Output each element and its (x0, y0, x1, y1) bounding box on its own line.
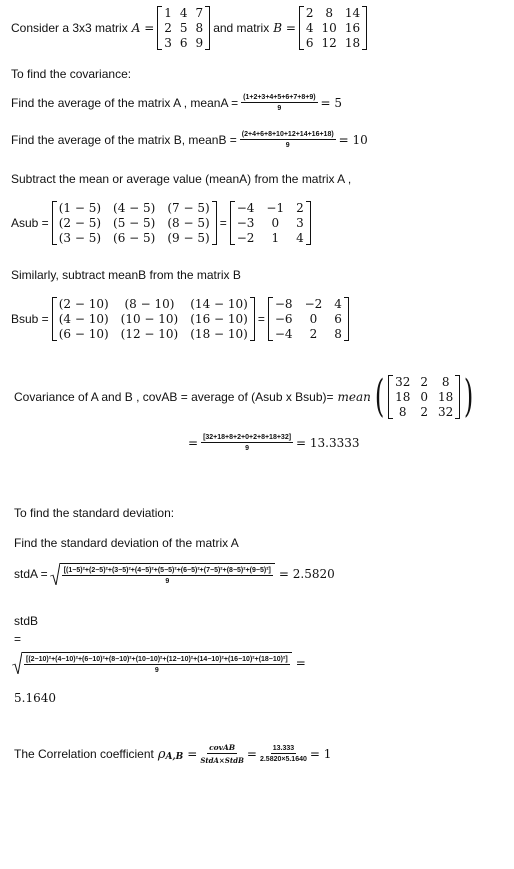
std-heading-text: To find the standard deviation: (14, 506, 175, 520)
covariance-heading (11, 67, 131, 81)
matrix-a (157, 6, 210, 50)
std-a-root (50, 563, 275, 585)
bsub-result-cell: 4 (334, 297, 342, 311)
mean-b-fraction (240, 131, 336, 149)
matrix-a-cell: 4 (179, 6, 188, 20)
asub-result-cell: −3 (236, 216, 255, 230)
std-b-denominator: 9 (154, 667, 159, 674)
std-a-text: Find the standard deviation of the matrix A (14, 536, 239, 550)
bsub-result-cell: 8 (334, 327, 342, 341)
subtract-instruction (11, 172, 351, 186)
correlation-text: The Correlation coefficient (14, 747, 154, 761)
std-a-result: = 2.5820 (278, 567, 335, 581)
product-matrix-cell: 8 (441, 375, 450, 389)
matrix-a-cell: 9 (195, 36, 204, 50)
bsub-result-cell: −4 (274, 327, 293, 341)
asub-result-cell: −4 (236, 201, 255, 215)
product-matrix-cell: 2 (420, 375, 428, 389)
std-b-numerator: [(2−10)²+(4−10)²+(6−10)²+(8−10)²+(10−10)²+(12−10)²+(14−10)²+(16−10)²+(18−10)²] (26, 656, 288, 663)
intro-text: Consider a 3x3 matrix (11, 21, 128, 35)
mean-a-numerator: (1+2+3+4+5+6+7+8+9) (243, 94, 316, 101)
matrix-definition-line (11, 6, 370, 50)
mean-a-text: Find the average of the matrix A , meanA = (11, 96, 239, 110)
matrix-a-cell: 6 (179, 36, 188, 50)
rho-symbol: ρ (157, 746, 166, 762)
asub-expression-cell: (7 − 5) (167, 201, 210, 215)
correlation-equals-1: = (187, 747, 198, 761)
covariance-result-line (188, 434, 360, 452)
mean-a-line (11, 94, 342, 112)
matrix-b-cell: 18 (344, 36, 361, 50)
asub-expression-cell: (3 − 5) (58, 231, 102, 245)
covariance-denominator: 9 (245, 445, 249, 452)
rho-subscript: A,B (165, 752, 184, 762)
std-b-equals-line (14, 632, 21, 646)
and-matrix-text: and matrix (213, 21, 270, 35)
std-b-equals: = (14, 632, 22, 646)
asub-result-matrix (230, 201, 311, 245)
product-matrix-cell: 8 (398, 405, 407, 419)
product-matrix-cell: 32 (395, 375, 411, 389)
matrix-a-cell: 8 (195, 21, 204, 35)
bsub-expression-cell: (10 − 10) (120, 312, 179, 326)
asub-result-cell: 1 (271, 231, 280, 245)
correlation-line (14, 743, 331, 765)
matrix-b-cell: 2 (305, 6, 314, 20)
asub-line (11, 201, 314, 245)
bsub-expression-cell: (4 − 10) (58, 312, 109, 326)
mean-b-text: Find the average of the matrix B, meanB = (11, 133, 237, 147)
bsub-equals: = (257, 312, 265, 326)
asub-result-cell: 2 (296, 201, 304, 215)
std-a-label: stdA = (14, 567, 48, 581)
matrix-b-cell: 8 (325, 6, 333, 20)
bsub-line (11, 297, 352, 341)
asub-result-cell: −1 (266, 201, 285, 215)
std-b-equals-2: = (295, 656, 306, 670)
matrix-a-label: A = (131, 21, 155, 35)
covariance-fraction (201, 434, 293, 452)
std-a-line (14, 563, 335, 585)
similarly-instruction (11, 268, 241, 282)
std-b-label-line (14, 614, 38, 628)
std-b-result: 5.1640 (14, 691, 56, 705)
matrix-a-cell: 3 (164, 36, 172, 50)
bsub-expression-cell: (2 − 10) (58, 297, 109, 311)
open-paren: ( (374, 371, 385, 422)
std-a-numerator: [(1−5)²+(2−5)²+(3−5)²+(4−5)²+(5−5)²+(6−5)²+(7−5)²+(8−5)²+(9−5)²] (63, 567, 271, 574)
std-heading (14, 506, 174, 520)
bsub-expression-cell: (16 − 10) (190, 312, 248, 326)
bsub-expression-cell: (6 − 10) (58, 327, 109, 341)
covariance-equals: = (188, 436, 199, 450)
mean-b-line (11, 131, 368, 149)
asub-expression-cell: (4 − 5) (113, 201, 156, 215)
mean-b-result: = 10 (338, 133, 368, 147)
std-b-line (12, 652, 306, 674)
bsub-expression-cell: (18 − 10) (190, 327, 248, 341)
bsub-expression-matrix (52, 297, 255, 341)
product-matrix-cell: 18 (438, 390, 454, 404)
std-b-result-line (14, 691, 56, 705)
matrix-a-cell: 5 (179, 21, 188, 35)
matrix-b-cell: 10 (321, 21, 337, 35)
subtract-text: Subtract the mean or average value (meanA) from the matrix A , (11, 172, 352, 186)
matrix-b-cell: 16 (344, 21, 361, 35)
asub-equals: = (219, 216, 227, 230)
asub-expression-cell: (9 − 5) (167, 231, 210, 245)
bsub-expression-cell: (12 − 10) (120, 327, 179, 341)
correlation-fraction-2 (260, 745, 307, 763)
correlation-denominator-2: 2.5820×5.1640 (259, 756, 307, 763)
bsub-result-cell: −8 (274, 297, 293, 311)
matrix-a-cell: 1 (164, 6, 172, 20)
correlation-numerator-2: 13.333 (272, 745, 295, 752)
covariance-heading-text: To find the covariance: (11, 67, 132, 81)
mean-a-fraction (241, 94, 317, 112)
product-matrix-cell: 18 (395, 390, 411, 404)
matrix-b-cell: 4 (305, 21, 314, 35)
asub-expression-cell: (2 − 5) (58, 216, 102, 230)
product-matrix-cell: 2 (420, 405, 428, 419)
matrix-b-label: B = (273, 21, 296, 35)
std-b-label: stdB (14, 614, 39, 628)
correlation-numerator-1: covAB (209, 743, 236, 752)
correlation-fraction-1 (200, 743, 244, 765)
asub-result-cell: 4 (296, 231, 304, 245)
bsub-result-cell: −2 (304, 297, 323, 311)
asub-expression-matrix (52, 201, 217, 245)
close-paren: ) (464, 371, 474, 422)
correlation-denominator-1: StdA×StdB (200, 756, 244, 765)
asub-result-cell: −2 (236, 231, 255, 245)
matrix-b (299, 6, 367, 50)
asub-result-cell: 0 (271, 216, 280, 230)
bsub-result-cell: 6 (334, 312, 342, 326)
asub-expression-cell: (6 − 5) (113, 231, 156, 245)
mean-a-result: = 5 (320, 96, 343, 110)
matrix-a-cell: 7 (195, 6, 204, 20)
bsub-expression-cell: (8 − 10) (124, 297, 175, 311)
bsub-result-matrix (268, 297, 349, 341)
mean-b-denominator: 9 (285, 142, 290, 149)
covariance-text: Covariance of A and B , covAB = average of (Asub x Bsub)= (14, 390, 334, 404)
mean-b-numerator: (2+4+6+8+10+12+14+16+18) (241, 131, 334, 138)
matrix-a-cell: 2 (164, 21, 172, 35)
matrix-b-cell: 14 (344, 6, 361, 20)
asub-expression-cell: (1 − 5) (58, 201, 102, 215)
product-matrix (388, 375, 460, 419)
asub-expression-cell: (5 − 5) (113, 216, 156, 230)
asub-label: Asub = (11, 216, 49, 230)
mean-a-denominator: 9 (277, 105, 282, 112)
bsub-result-cell: 0 (309, 312, 318, 326)
bsub-result-cell: 2 (309, 327, 318, 341)
bsub-result-cell: −6 (274, 312, 293, 326)
similarly-text: Similarly, subtract meanB from the matrix B (11, 268, 241, 282)
asub-expression-cell: (8 − 5) (167, 216, 210, 230)
product-matrix-cell: 0 (420, 390, 428, 404)
covariance-line (14, 371, 477, 422)
product-matrix-cell: 32 (438, 405, 454, 419)
std-a-instruction (14, 536, 239, 550)
asub-result-cell: 3 (296, 216, 304, 230)
correlation-result: = 1 (309, 747, 332, 761)
bsub-label: Bsub = (11, 312, 49, 326)
std-b-root (12, 652, 292, 674)
covariance-numerator: [32+18+8+2+0+2+8+18+32] (203, 434, 292, 441)
matrix-b-cell: 6 (305, 36, 314, 50)
covariance-result: = 13.3333 (296, 436, 360, 450)
bsub-expression-cell: (14 − 10) (190, 297, 248, 311)
mean-function: mean (337, 390, 371, 404)
matrix-b-cell: 12 (321, 36, 337, 50)
std-a-denominator: 9 (165, 578, 170, 585)
correlation-equals-2: = (246, 747, 257, 761)
